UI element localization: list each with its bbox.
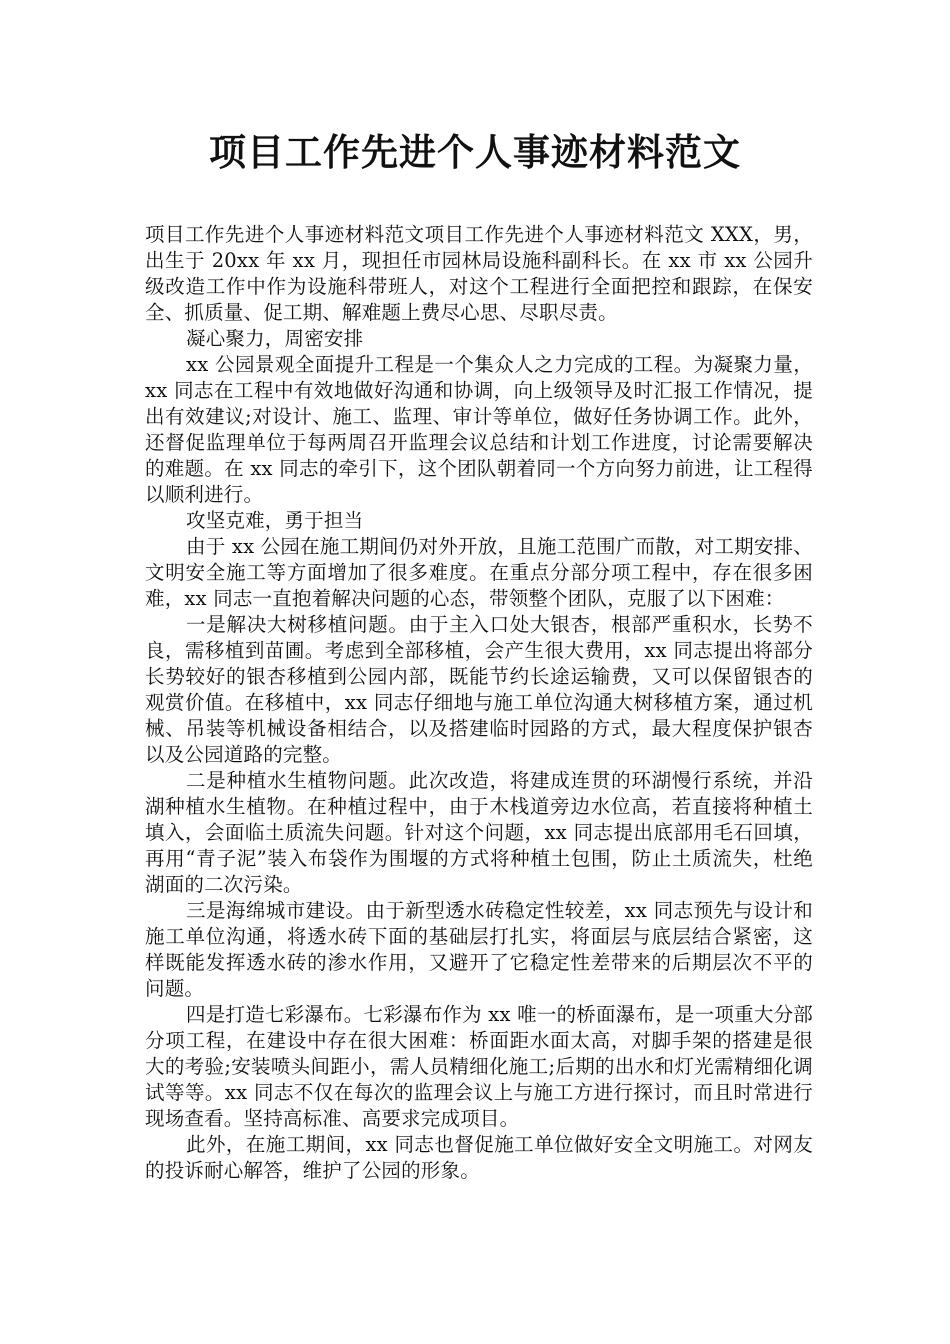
document-body <box>145 222 813 1184</box>
body-paragraph-coordination: xx 公园景观全面提升工程是一个集众人之力完成的工程。为凝聚力量，xx 同志在工程中有效地做好沟通和协调，向上级领导及时汇报工作情况，提出有效建议;对设计、施工、监理、审计等单位，做好任务协调工作。此外，还督促监理单位于每两周召开监理会议总结和计划工作进度，讨论需要解决的难题。在 xx 同志的牵引下，这个团队朝着同一个方向努力前进，让工程得以顺利进行。 <box>145 353 813 506</box>
section-heading-challenges: 攻坚克难，勇于担当 <box>186 509 364 532</box>
body-paragraph-aquatic-plants: 二是种植水生植物问题。此次改造，将建成连贯的环湖慢行系统，并沿湖种植水生植物。在种植过程中，由于木栈道旁边水位高，若直接将种植土填入，会面临土质流失问题。针对这个问题，xx 同志提出底部用毛石回填，再用“青子泥”装入布袋作为围堰的方式将种植土包围，防止土质流失，杜绝湖面的二次污染。 <box>145 769 813 896</box>
body-paragraph-intro: 项目工作先进个人事迹材料范文项目工作先进个人事迹材料范文 XXX，男，出生于 20xx 年 xx 月，现担任市园林局设施科副科长。在 xx 市 xx 公园升级改造工作中作为设施科带班人，对这个工程进行全面把控和跟踪，在保安全、抓质量、促工期、解难题上费尽心思、尽职尽责。 <box>145 223 813 324</box>
body-paragraph-sponge-city: 三是海绵城市建设。由于新型透水砖稳定性较差，xx 同志预先与设计和施工单位沟通，将透水砖下面的基础层打扎实，将面层与底层结合紧密，这样既能发挥透水砖的渗水作用，又避开了它稳定性差带来的后期层次不平的问题。 <box>145 899 813 1000</box>
body-paragraph-tree-transplant: 一是解决大树移植问题。由于主入口处大银杏，根部严重积水，长势不良，需移植到苗圃。考虑到全部移植，会产生很大费用，xx 同志提出将部分长势较好的银杏移植到公园内部，既能节约长途运输费，又可以保留银杏的观赏价值。在移植中，xx 同志仔细地与施工单位沟通大树移植方案，通过机械、吊装等机械设备相结合，以及搭建临时园路的方式，最大程度保护银杏以及公园道路的完整。 <box>145 613 813 766</box>
document-title: 项目工作先进个人事迹材料范文 <box>209 130 741 174</box>
body-paragraph-challenges: 由于 xx 公园在施工期间仍对外开放，且施工范围广而散，对工期安排、文明安全施工等方面增加了很多难度。在重点分部分项工程中，存在很多困难，xx 同志一直抱着解决问题的心态，带领整个团队，克服了以下困难： <box>145 535 813 610</box>
section-heading-coordination: 凝心聚力，周密安排 <box>186 327 364 350</box>
body-paragraph-safety: 此外，在施工期间，xx 同志也督促施工单位做好安全文明施工。对网友的投诉耐心解答，维护了公园的形象。 <box>145 1133 813 1182</box>
body-paragraph-waterfall: 四是打造七彩瀑布。七彩瀑布作为 xx 唯一的桥面瀑布，是一项重大分部分项工程，在建设中存在很大困难：桥面距水面太高，对脚手架的搭建是很大的考验;安装喷头间距小，需人员精细化施工;后期的出水和灯光需精细化调试等等。xx 同志不仅在每次的监理会议上与施工方进行探讨，而且时常进行现场查看。坚持高标准、高要求完成项目。 <box>145 1003 813 1130</box>
